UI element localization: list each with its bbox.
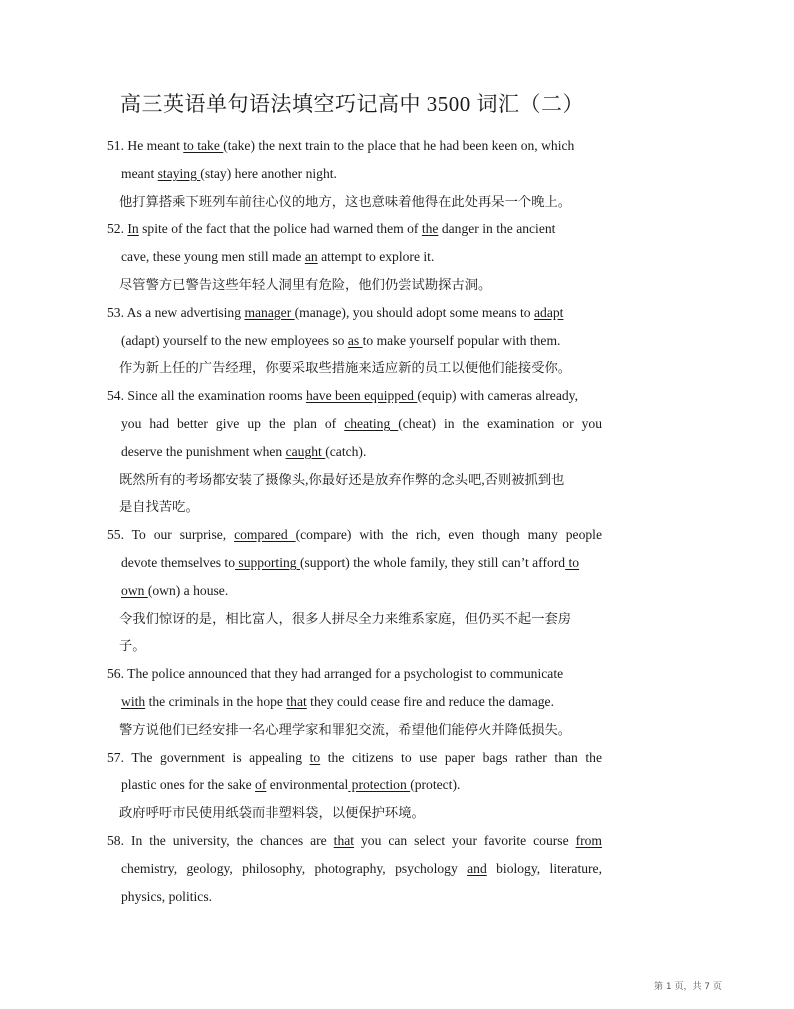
text-segment: environmental (266, 777, 349, 793)
text-segment: danger in the ancient (438, 221, 556, 237)
text-segment: 子。 (119, 638, 146, 654)
answer-blank: that (286, 693, 307, 709)
text-segment: (manage), you should adopt some means to (294, 304, 534, 320)
sentence-line (107, 160, 602, 188)
answer-blank: cheating (344, 415, 399, 431)
sentence-line (107, 521, 602, 549)
text-segment: physics, politics. (121, 888, 213, 904)
answer-blank: caught (285, 443, 326, 459)
answer-blank: have been equipped (305, 388, 418, 404)
text-segment: deserve the punishment when (121, 443, 286, 459)
text-segment: (adapt) yourself to the new employees so (121, 332, 348, 348)
text-segment: 56. The police announced that they had arranged for a psychologist to communicate (107, 666, 564, 682)
answer-blank: to take (183, 138, 224, 153)
sentence-line (107, 438, 602, 466)
translation-line (107, 354, 602, 382)
text-segment: (own) a house. (147, 582, 229, 598)
answer-blank: own (121, 582, 148, 598)
translation-line (107, 271, 602, 299)
sentence-line (107, 382, 602, 410)
answer-blank: the (421, 221, 439, 237)
text-segment: chemistry, geology, philosophy, photography, psychology (121, 860, 468, 876)
answer-blank: from (575, 832, 602, 848)
text-segment: the citizens to use paper bags rather than the (320, 749, 603, 765)
answer-blank: as (347, 332, 363, 348)
sentence-line (107, 549, 602, 577)
text-segment: attempt to explore it. (317, 249, 435, 265)
answer-blank: protection (348, 777, 411, 793)
text-segment: 既然所有的考场都安装了摄像头,你最好还是放弃作弊的念头吧,否则被抓到也 (119, 471, 565, 487)
text-segment: spite of the fact that the police had warned them of (138, 221, 422, 237)
text-segment: 他打算搭乘下班列车前往心仪的地方，这也意味着他得在此处再呆一个晚上。 (119, 193, 572, 209)
text-segment: plastic ones for the sake (121, 777, 256, 793)
translation-line (107, 493, 602, 521)
translation-line (107, 716, 602, 744)
answer-blank: staying (157, 165, 201, 181)
text-segment: cave, these young men still made (121, 249, 305, 265)
text-segment: 尽管警方已警告这些年轻人洞里有危险，他们仍尝试勘探古洞。 (119, 276, 492, 292)
answer-blank: and (467, 860, 487, 876)
sentence-line (107, 744, 602, 772)
text-segment: you had better give up the plan of (121, 415, 345, 431)
answer-blank: to (309, 749, 321, 765)
text-segment: (take) the next train to the place that he had been keen on, which (223, 138, 575, 153)
text-segment: biology, literature, (486, 860, 602, 876)
text-segment: (equip) with cameras already, (417, 388, 578, 404)
text-segment: (support) the whole family, they still can’t afford (299, 554, 566, 570)
answer-blank: supporting (235, 554, 300, 570)
sentence-line (107, 827, 602, 855)
text-segment: 政府呼吁市民使用纸袋而非塑料袋，以便保护环境。 (119, 805, 425, 821)
text-segment: (stay) here another night. (200, 165, 337, 181)
text-segment: 57. The government is appealing (107, 749, 310, 765)
text-segment: (cheat) in the examination or you (398, 415, 603, 431)
text-segment: 54. Since all the examination rooms (107, 388, 306, 404)
translation-line (107, 799, 602, 827)
translation-line (107, 605, 602, 633)
translation-line (107, 632, 602, 660)
answer-blank: to (565, 554, 580, 570)
answer-blank: of (255, 777, 267, 793)
sentence-line (107, 410, 602, 438)
text-segment: 警方说他们已经安排一名心理学家和罪犯交流，希望他们能停火并降低损失。 (119, 721, 572, 737)
text-segment: the criminals in the hope (145, 693, 287, 709)
sentence-line (107, 577, 602, 605)
answer-blank: adapt (534, 304, 564, 320)
text-segment: meant (121, 165, 158, 181)
page-title: 高三英语单句语法填空巧记高中 3500 词汇（二） (120, 92, 584, 116)
sentence-line (107, 132, 602, 160)
text-segment: 52. (107, 221, 128, 237)
answer-blank: with (121, 693, 146, 709)
text-segment: 51. He meant (107, 138, 184, 153)
text-segment: (compare) with the rich, even though many people (295, 527, 602, 543)
sentence-line (107, 215, 602, 243)
text-segment: (catch). (325, 443, 367, 459)
sentence-line (107, 883, 602, 911)
sentence-line (107, 855, 602, 883)
text-segment: devote themselves to (121, 554, 236, 570)
answer-blank: In (127, 221, 139, 237)
sentence-line (107, 688, 602, 716)
sentence-line (107, 660, 602, 688)
text-segment: 55. To our surprise, (107, 527, 235, 543)
text-segment: 令我们惊讶的是，相比富人，很多人拼尽全力来维系家庭，但仍买不起一套房 (119, 610, 572, 626)
sentence-line (107, 299, 602, 327)
answer-blank: that (333, 832, 355, 848)
answer-blank: compared (234, 527, 296, 543)
text-segment: 53. As a new advertising (107, 304, 245, 320)
answer-blank: an (304, 249, 318, 265)
text-segment: to make yourself popular with them. (362, 332, 561, 348)
text-segment: 是自找苦吃。 (119, 499, 199, 515)
sentence-line (107, 771, 602, 799)
translation-line (107, 466, 602, 494)
page-number: 第 1 页，共 7 页 (654, 982, 722, 992)
translation-line (107, 188, 602, 216)
sentence-line (107, 243, 602, 271)
sentence-line (107, 327, 602, 355)
answer-blank: manager (244, 304, 295, 320)
text-segment: 58. In the university, the chances are (107, 832, 334, 848)
text-segment: you can select your favorite course (354, 832, 576, 848)
exercise-list (107, 132, 602, 910)
text-segment: they could cease fire and reduce the damage. (306, 693, 554, 709)
text-segment: (protect). (410, 777, 461, 793)
text-segment: 作为新上任的广告经理，你要采取些措施来适应新的员工以便他们能接受你。 (119, 360, 572, 376)
